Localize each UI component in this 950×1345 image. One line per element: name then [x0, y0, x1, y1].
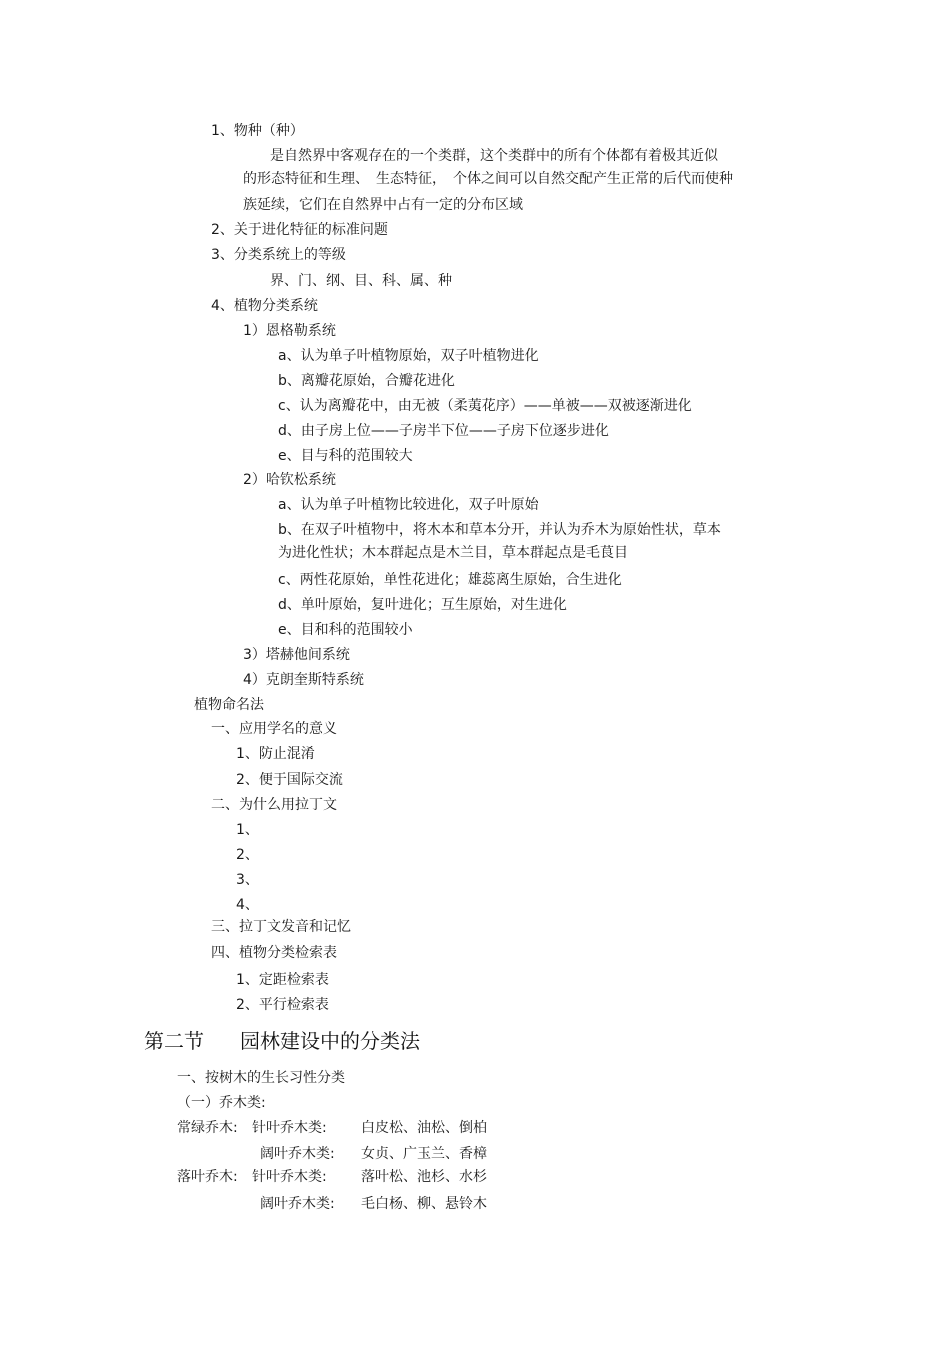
- list-item-continuation: 为进化性状；木本群起点是木兰目，草本群起点是毛茛目: [278, 545, 628, 561]
- list-item: b、在双子叶植物中，将木本和草本分开，并认为乔木为原始性状，草本: [278, 522, 721, 538]
- list-item: c、两性花原始，单性花进化；雄蕊离生原始，合生进化: [278, 572, 622, 588]
- tree-examples: 女贞、广玉兰、香樟: [361, 1146, 487, 1162]
- list-item: 2、便于国际交流: [236, 772, 343, 788]
- engler-title: 1）恩格勒系统: [243, 323, 336, 339]
- subheading: （一）乔木类:: [177, 1095, 266, 1111]
- list-item: e、目和科的范围较小: [278, 622, 413, 638]
- cronquist-title: 4）克朗奎斯特系统: [243, 672, 364, 688]
- list-item: 1、定距检索表: [236, 972, 329, 988]
- tree-type-label: 针叶乔木类:: [252, 1169, 327, 1185]
- list-item: b、离瓣花原始，合瓣花进化: [278, 373, 455, 389]
- tree-examples: 毛白杨、柳、悬铃木: [361, 1196, 487, 1212]
- section-title: 园林建设中的分类法: [240, 1029, 420, 1053]
- tree-type-label: 阔叶乔木类:: [260, 1196, 335, 1212]
- paragraph-line: 的形态特征和生理、 生态特征， 个体之间可以自然交配产生正常的后代而使种: [243, 171, 733, 187]
- list-item: d、单叶原始，复叶进化；互生原始，对生进化: [278, 597, 567, 613]
- paragraph-line: 是自然界中客观存在的一个类群，这个类群中的所有个体都有着极其近似: [270, 148, 718, 164]
- paragraph-line: 族延续，它们在自然界中占有一定的分布区域: [243, 197, 523, 213]
- subheading: 二、为什么用拉丁文: [211, 797, 337, 813]
- heading-classification-systems: 4、植物分类系统: [211, 298, 318, 314]
- heading-species: 1、物种（种）: [211, 123, 304, 139]
- tree-examples: 落叶松、池杉、水杉: [361, 1169, 487, 1185]
- subheading: 三、拉丁文发音和记忆: [211, 919, 351, 935]
- list-item: 3、: [236, 872, 259, 888]
- tree-group-label: 落叶乔木:: [177, 1169, 238, 1185]
- subheading: 一、按树木的生长习性分类: [177, 1070, 345, 1086]
- heading-evolution-criteria: 2、关于进化特征的标准问题: [211, 222, 388, 238]
- list-item: 1、: [236, 822, 259, 838]
- list-item: a、认为单子叶植物原始，双子叶植物进化: [278, 348, 539, 364]
- ranks-list: 界、门、纲、目、科、属、种: [270, 273, 452, 289]
- list-item: 2、平行检索表: [236, 997, 329, 1013]
- list-item: 1、防止混淆: [236, 746, 315, 762]
- list-item: c、认为离瓣花中，由无被（柔荑花序）——单被——双被逐渐进化: [278, 398, 692, 414]
- tree-type-label: 针叶乔木类:: [252, 1120, 327, 1136]
- section-number: 第二节: [144, 1029, 204, 1053]
- tree-type-label: 阔叶乔木类:: [260, 1146, 335, 1162]
- subheading: 四、植物分类检索表: [211, 945, 337, 961]
- tree-examples: 白皮松、油松、倒柏: [361, 1120, 487, 1136]
- list-item: d、由子房上位——子房半下位——子房下位逐步进化: [278, 423, 609, 439]
- takhtajan-title: 3）塔赫他间系统: [243, 647, 350, 663]
- subheading: 一、应用学名的意义: [211, 721, 337, 737]
- tree-group-label: 常绿乔木:: [177, 1120, 238, 1136]
- heading-nomenclature: 植物命名法: [194, 697, 264, 713]
- hutchinson-title: 2）哈钦松系统: [243, 472, 336, 488]
- list-item: e、目与科的范围较大: [278, 448, 413, 464]
- heading-ranks: 3、分类系统上的等级: [211, 247, 346, 263]
- list-item: 2、: [236, 847, 259, 863]
- list-item: 4、: [236, 897, 259, 913]
- list-item: a、认为单子叶植物比较进化，双子叶原始: [278, 497, 539, 513]
